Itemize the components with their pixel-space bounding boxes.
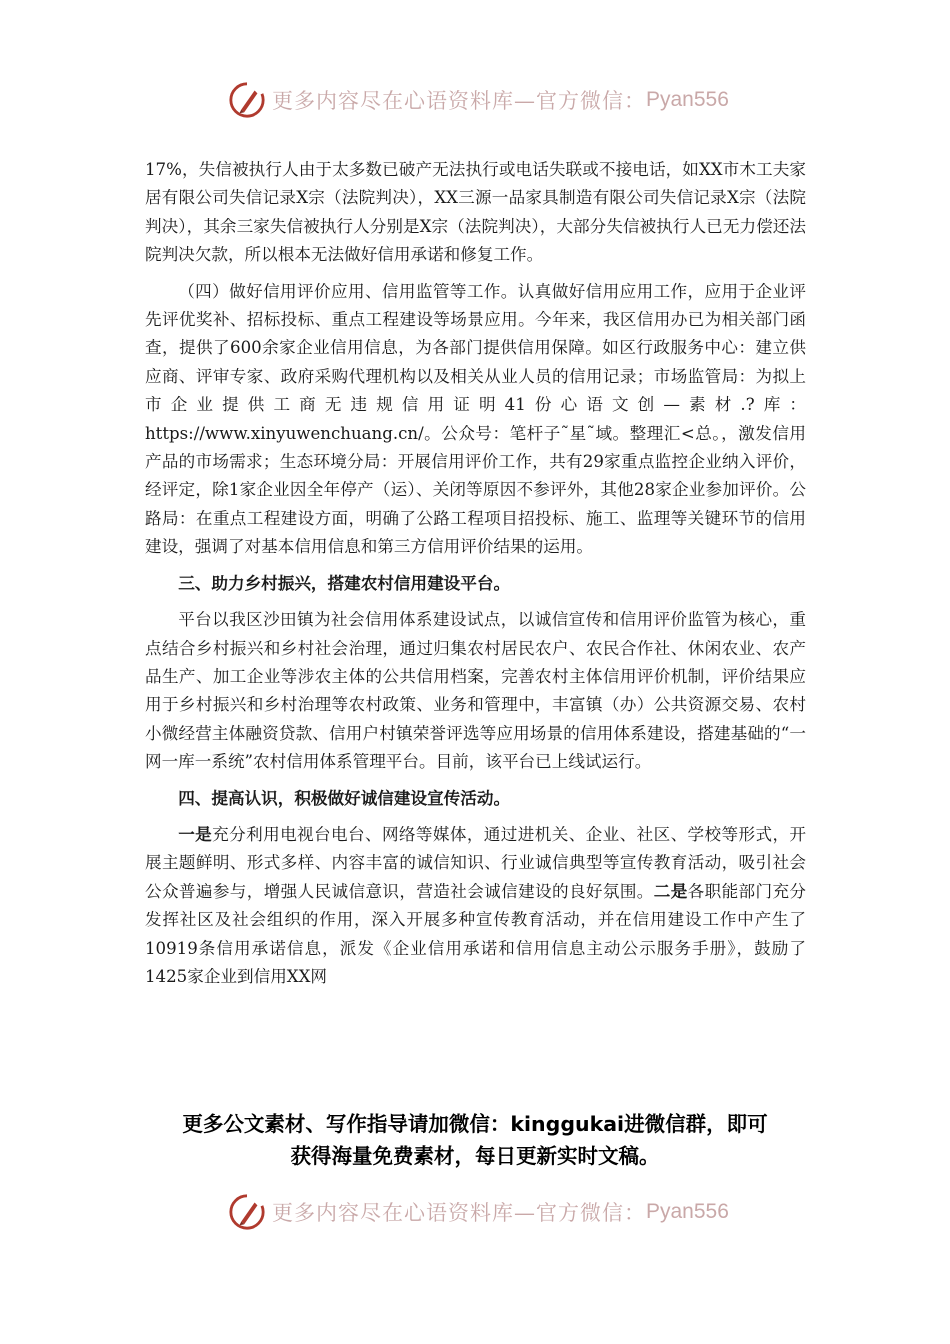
promo-footer xyxy=(100,1108,850,1172)
header-wechat-id: Pyan556 xyxy=(646,88,729,111)
promo-line-1: 更多公文素材、写作指导请加微信：kinggukai进微信群，即可 xyxy=(182,1112,768,1136)
section-heading-3: 三、助力乡村振兴，搭建农村信用建设平台。 xyxy=(178,573,511,593)
pen-logo-icon xyxy=(228,1193,266,1231)
document-body xyxy=(145,156,806,991)
paragraph-4-part2: 各职能部门充分发挥社区及社会组织的作用，深入开展多种宣传教育活动，并在信用建设工作中产生了10919条信用承诺信息，派发《企业信用承诺和信用信息主动公示服务手册》，鼓励了1425家企业到信用XX网 xyxy=(145,881,807,986)
promo-line-2: 获得海量免费素材，每日更新实时文稿。 xyxy=(290,1144,660,1168)
paragraph-4-part1: 充分利用电视台电台、网络等媒体，通过进机关、企业、社区、学校等形式，开展主题鲜明、形式多样、内容丰富的诚信知识、行业诚信典型等宣传教育活动，吸引社会公众普遍参与，增强人民诚信意识，营造社会诚信建设的良好氛围。 xyxy=(145,824,807,901)
section-heading-4: 四、提高认识，积极做好诚信建设宣传活动。 xyxy=(178,788,511,808)
pen-logo-icon xyxy=(228,81,266,119)
paragraph-4-lead: 一是 xyxy=(178,824,213,844)
footer-banner-text: 更多内容尽在心语资料库—官方微信： xyxy=(272,1201,646,1225)
paragraph-4 xyxy=(145,821,806,991)
paragraph-2: （四）做好信用评价应用、信用监管等工作。认真做好信用应用工作，应用于企业评先评优奖补、招标投标、重点工程建设等场景应用。今年来，我区信用办已为相关部门函查，提供了600余家企业信用信息，为各部门提供信用保障。如区行政服务中心：建立供应商、评审专家、政府采购代理机构以及相关从业人员的信用记录；市场监管局：为拟上市企业提供工商无违规信用证明41份心语文创—素材.?库：https://www.xinyuwenchuang.cn/。公众号：笔杆子˜星˜域。整理汇<总。，激发信用产品的市场需求；生态环境分局：开展信用评价工作，共有29家重点监控企业纳入评价，经评定，除1家企业因全年停产（运）、关闭等原因不参评外，其他28家企业参加评价。公路局：在重点工程建设方面，明确了公路工程项目招投标、施工、监理等关键环节的信用建设，强调了对基本信用信息和第三方信用评价结果的运用。 xyxy=(145,281,806,557)
paragraph-3: 平台以我区沙田镇为社会信用体系建设试点，以诚信宣传和信用评价监管为核心，重点结合乡村振兴和乡村社会治理，通过归集农村居民农户、农民合作社、休闲农业、农产品生产、加工企业等涉农主体的公共信用档案，完善农村主体信用评价机制，评价结果应用于乡村振兴和乡村治理等农村政策、业务和管理中，丰富镇（办）公共资源交易、农村小微经营主体融资贷款、信用户村镇荣誉评选等应用场景的信用体系建设，搭建基础的“一网一库一系统”农村信用体系管理平台。目前，该平台已上线试运行。 xyxy=(145,610,806,772)
header-banner xyxy=(228,80,729,120)
paragraph-1: 17%，失信被执行人由于太多数已破产无法执行或电话失联或不接电话，如XX市木工夫家居有限公司失信记录X宗（法院判决），XX三源一品家具制造有限公司失信记录X宗（法院判决），其余三家失信被执行人分别是X宗（法院判决），大部分失信被执行人已无力偿还法院判决欠款，所以根本无法做好信用承诺和修复工作。 xyxy=(145,160,806,265)
footer-banner xyxy=(228,1192,729,1232)
paragraph-4-lead2: 二是 xyxy=(653,881,688,901)
header-banner-text: 更多内容尽在心语资料库—官方微信： xyxy=(272,89,646,113)
footer-wechat-id: Pyan556 xyxy=(646,1200,729,1223)
